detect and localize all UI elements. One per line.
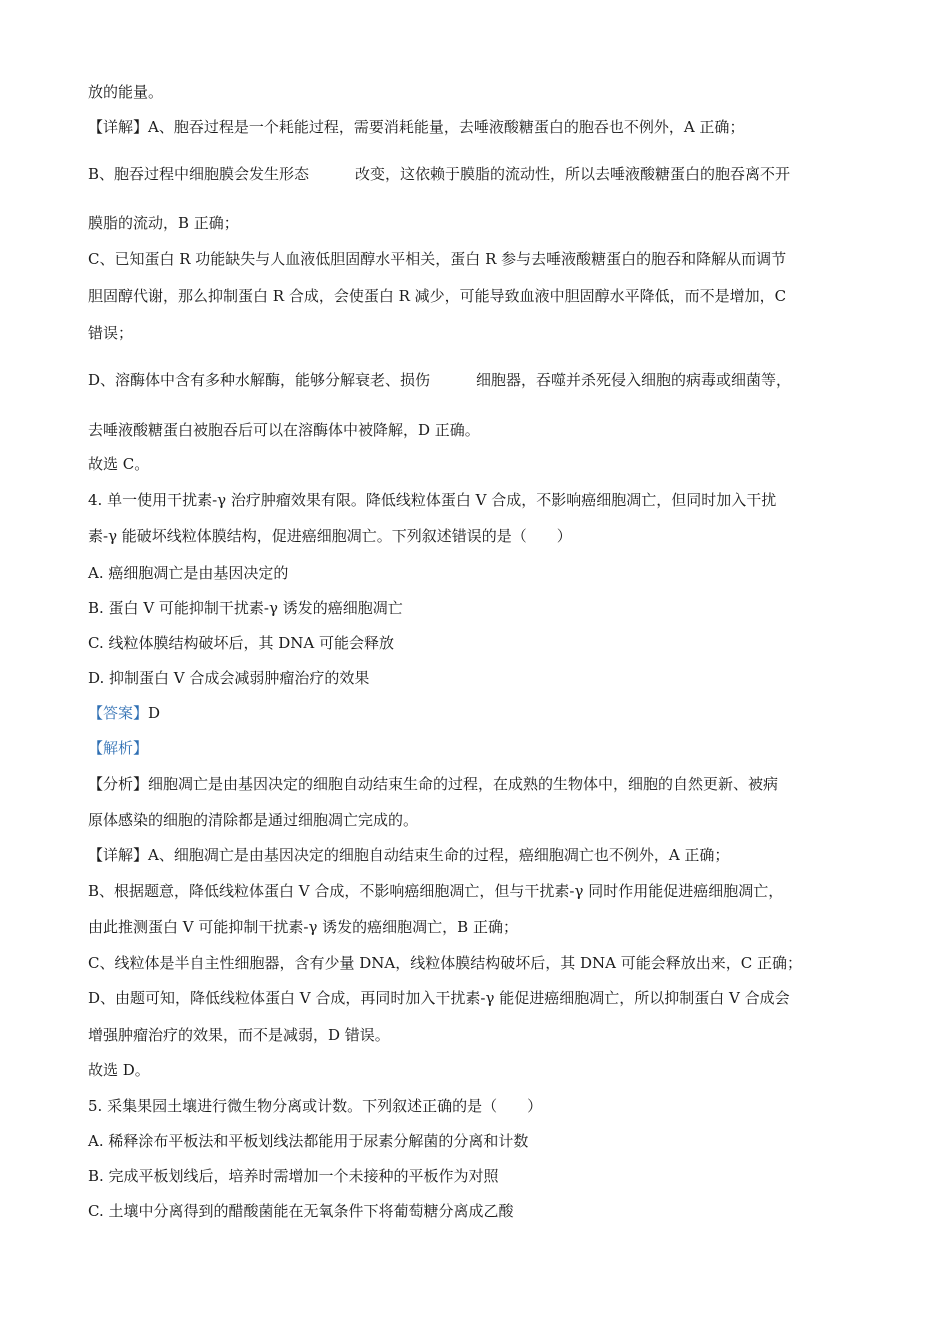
answer-label: 【答案】 [88, 704, 149, 722]
text-line: 放的能量。 [88, 83, 164, 101]
text-line: 胆固醇代谢，那么抑制蛋白 R 合成，会使蛋白 R 减少，可能导致血液中胆固醇水平降低，而不是增加，C [88, 287, 787, 305]
option-a: A. 癌细胞凋亡是由基因决定的 [88, 564, 289, 582]
text-line [88, 164, 790, 184]
text-segment: D、溶酶体中含有多种水解酶，能够分解衰老、损伤 [88, 371, 431, 389]
option-c: C. 土壤中分离得到的醋酸菌能在无氧条件下将葡萄糖分离成乙酸 [88, 1202, 514, 1220]
text-line: C、已知蛋白 R 功能缺失与人血液低胆固醇水平相关，蛋白 R 参与去唾液酸糖蛋白的胞吞和降解从而调节 [88, 250, 787, 268]
option-c: C. 线粒体膜结构破坏后，其 DNA 可能会释放 [88, 634, 395, 652]
text-line: 由此推测蛋白 V 可能抑制干扰素-γ 诱发的癌细胞凋亡，B 正确； [88, 918, 518, 936]
text-line: 故选 C。 [88, 455, 150, 473]
text-line: 错误； [88, 324, 134, 342]
text-line: 【详解】A、细胞凋亡是由基因决定的细胞自动结束生命的过程，癌细胞凋亡也不例外，A 正确； [88, 846, 730, 864]
answer-value: D [148, 704, 161, 722]
text-line: 去唾液酸糖蛋白被胞吞后可以在溶酶体中被降解，D 正确。 [88, 421, 480, 439]
analysis-label: 【解析】 [88, 739, 149, 757]
answer-line [88, 703, 160, 723]
option-b: B. 完成平板划线后，培养时需增加一个未接种的平板作为对照 [88, 1167, 499, 1185]
text-segment: B、胞吞过程中细胞膜会发生形态 [88, 165, 310, 183]
text-line: 【分析】细胞凋亡是由基因决定的细胞自动结束生命的过程，在成熟的生物体中，细胞的自然更新、被病 [88, 775, 779, 793]
text-line: C、线粒体是半自主性细胞器，含有少量 DNA，线粒体膜结构破坏后，其 DNA 可能会释放出来，C 正确； [88, 954, 802, 972]
text-line: B、根据题意，降低线粒体蛋白 V 合成，不影响癌细胞凋亡，但与干扰素-γ 同时作用能促进癌细胞凋亡， [88, 882, 784, 900]
question-5-stem: 5. 采集果园土壤进行微生物分离或计数。下列叙述正确的是（ ） [88, 1097, 543, 1115]
text-line: 【详解】A、胞吞过程是一个耗能过程，需要消耗能量，去唾液酸糖蛋白的胞吞也不例外，A 正确； [88, 118, 745, 136]
text-line: 膜脂的流动，B 正确； [88, 214, 239, 232]
option-d: D. 抑制蛋白 V 合成会减弱肿瘤治疗的效果 [88, 669, 370, 687]
option-a: A. 稀释涂布平板法和平板划线法都能用于尿素分解菌的分离和计数 [88, 1132, 529, 1150]
text-line: 原体感染的细胞的清除都是通过细胞凋亡完成的。 [88, 811, 419, 829]
text-line: 增强肿瘤治疗的效果，而不是减弱，D 错误。 [88, 1026, 390, 1044]
text-line [88, 370, 791, 390]
text-segment: 细胞器，吞噬并杀死侵入细胞的病毒或细菌等， [476, 371, 792, 389]
question-4-stem: 素-γ 能破坏线粒体膜结构，促进癌细胞凋亡。下列叙述错误的是（ ） [88, 527, 572, 545]
text-line: D、由题可知，降低线粒体蛋白 V 合成，再同时加入干扰素-γ 能促进癌细胞凋亡，所以抑制蛋白 V 合成会 [88, 989, 790, 1007]
question-4-stem: 4. 单一使用干扰素-γ 治疗肿瘤效果有限。降低线粒体蛋白 V 合成，不影响癌细胞凋亡，但同时加入干扰 [88, 491, 777, 509]
text-line: 故选 D。 [88, 1061, 150, 1079]
text-segment: 改变，这依赖于膜脂的流动性，所以去唾液酸糖蛋白的胞吞离不开 [355, 165, 791, 183]
option-b: B. 蛋白 V 可能抑制干扰素-γ 诱发的癌细胞凋亡 [88, 599, 403, 617]
